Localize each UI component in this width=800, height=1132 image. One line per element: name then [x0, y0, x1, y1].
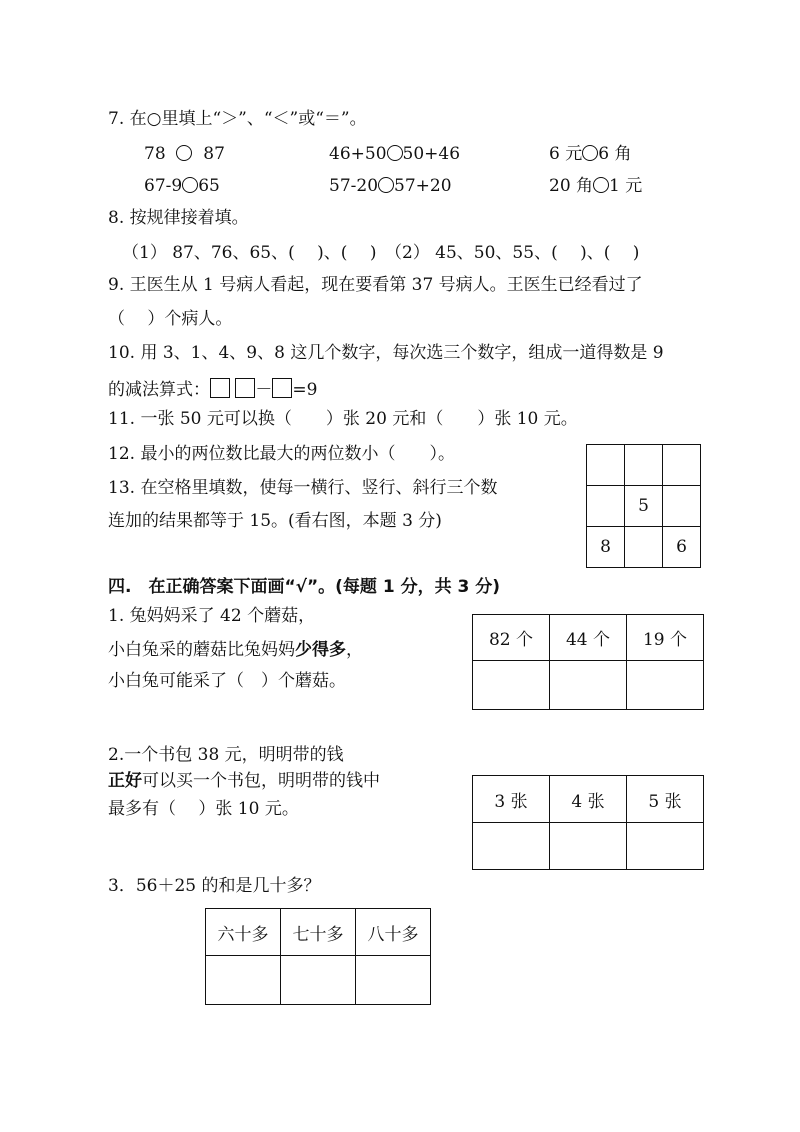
p1-line-3: 小白兔可能采了（ ）个蘑菇。	[108, 671, 346, 691]
q9-line-1: 9. 王医生从 1 号病人看起，现在要看第 37 号病人。王医生已经看过了	[108, 275, 643, 295]
q7-item-3[interactable]	[549, 145, 631, 163]
option-label: 七十多	[281, 909, 356, 956]
grid-cell[interactable]	[663, 445, 701, 486]
grid-cell[interactable]	[625, 445, 663, 486]
q7-item-2-right: 50+46	[402, 144, 461, 164]
compare-circle[interactable]	[387, 145, 403, 161]
option-label: 八十多	[356, 909, 431, 956]
q10-result: =9	[292, 380, 318, 400]
p1-line-2	[108, 642, 363, 659]
q7-item-2[interactable]	[329, 145, 460, 163]
p3-line-1: 3．56＋25 的和是几十多？	[108, 876, 321, 896]
answer-cell[interactable]	[356, 956, 431, 1005]
option-label: 5 张	[627, 776, 704, 823]
q7-item-4[interactable]	[144, 177, 220, 195]
grid-cell[interactable]: 6	[663, 527, 701, 568]
q7-item-5[interactable]	[329, 177, 452, 195]
compare-circle[interactable]	[593, 177, 609, 193]
option-label: 44 个	[550, 615, 627, 661]
q7-item-1-left: 78	[144, 144, 166, 164]
q7-item-1-right: 87	[203, 144, 225, 164]
magic-square-grid	[586, 444, 701, 568]
option-label: 六十多	[206, 909, 281, 956]
answer-cell[interactable]	[627, 823, 704, 870]
q7-item-5-left: 57-20	[329, 176, 379, 196]
grid-cell[interactable]	[587, 445, 625, 486]
q13-line-1: 13. 在空格里填数，使每一横行、竖行、斜行三个数	[108, 478, 498, 498]
p2-emphasis: 正好	[108, 771, 142, 791]
answer-cell[interactable]	[473, 661, 550, 710]
grid-cell[interactable]: 8	[587, 527, 625, 568]
digit-box[interactable]	[272, 378, 292, 398]
answer-cell[interactable]	[206, 956, 281, 1005]
digit-box[interactable]	[210, 378, 230, 398]
q7-item-6[interactable]	[549, 177, 642, 195]
p1-line-2-prefix: 小白兔采的蘑菇比兔妈妈	[108, 640, 295, 660]
p2-line-2	[108, 773, 380, 790]
grid-cell[interactable]	[663, 486, 701, 527]
p1-emphasis: 少得多	[295, 640, 346, 660]
grid-cell[interactable]: 5	[625, 486, 663, 527]
compare-circle[interactable]	[582, 145, 598, 161]
compare-circle[interactable]	[378, 177, 394, 193]
p2-line-3: 最多有（ ）张 10 元。	[108, 799, 299, 819]
q7-item-6-left: 20 角	[549, 176, 594, 196]
p1-line-2-suffix: ，	[346, 640, 363, 660]
section-4-title: 四. 在正确答案下面画“√”。(每题 1 分，共 3 分)	[108, 577, 501, 597]
answer-cell[interactable]	[281, 956, 356, 1005]
grid-cell[interactable]	[625, 527, 663, 568]
q7-item-4-left: 67-9	[144, 176, 183, 196]
grid-cell[interactable]	[587, 486, 625, 527]
q7-item-5-right: 57+20	[394, 176, 452, 196]
q9-line-2[interactable]: （ ）个病人。	[108, 309, 233, 329]
q7-item-3-left: 6 元	[549, 144, 583, 164]
answer-cell[interactable]	[473, 823, 550, 870]
q12-line[interactable]: 12. 最小的两位数比最大的两位数小（ ）。	[108, 444, 455, 464]
q8-title: 8. 按规律接着填。	[108, 208, 249, 228]
option-label: 82 个	[473, 615, 550, 661]
q7-item-2-left: 46+50	[329, 144, 387, 164]
p1-options-table	[472, 614, 704, 710]
q10-line-2	[108, 378, 317, 399]
q11-line[interactable]: 11. 一张 50 元可以换（ ）张 20 元和（ ）张 10 元。	[108, 409, 578, 429]
digit-box[interactable]	[235, 378, 255, 398]
q10-line-1: 10. 用 3、1、4、9、8 这几个数字，每次选三个数字，组成一道得数是 9	[108, 343, 664, 363]
p2-line-2-suffix: 可以买一个书包，明明带的钱中	[142, 771, 380, 791]
p1-line-1: 1. 兔妈妈采了 42 个蘑菇，	[108, 606, 316, 626]
option-label: 3 张	[473, 776, 550, 823]
q7-item-1[interactable]	[144, 145, 225, 163]
q13-line-2: 连加的结果都等于 15。(看右图，本题 3 分)	[108, 511, 442, 531]
option-label: 19 个	[627, 615, 704, 661]
q8-sequences[interactable]: （1） 87、76、65、( )、( ) （2） 45、50、55、( )、( )	[122, 243, 640, 263]
p2-options-table	[472, 775, 704, 870]
answer-cell[interactable]	[550, 823, 627, 870]
answer-cell[interactable]	[550, 661, 627, 710]
p3-options-table	[205, 908, 431, 1005]
compare-circle[interactable]	[182, 177, 198, 193]
q7-item-4-right: 65	[198, 176, 220, 196]
q10-prefix: 的减法算式：	[108, 380, 210, 400]
p2-line-1: 2.一个书包 38 元，明明带的钱	[108, 745, 344, 765]
q7-title: 7. 在○里填上“＞”、“＜”或“＝”。	[108, 109, 367, 129]
compare-circle[interactable]	[176, 145, 192, 161]
minus-sign: －	[255, 380, 273, 400]
q7-item-3-right: 6 角	[598, 144, 632, 164]
q7-item-6-right: 1 元	[609, 176, 643, 196]
answer-cell[interactable]	[627, 661, 704, 710]
option-label: 4 张	[550, 776, 627, 823]
